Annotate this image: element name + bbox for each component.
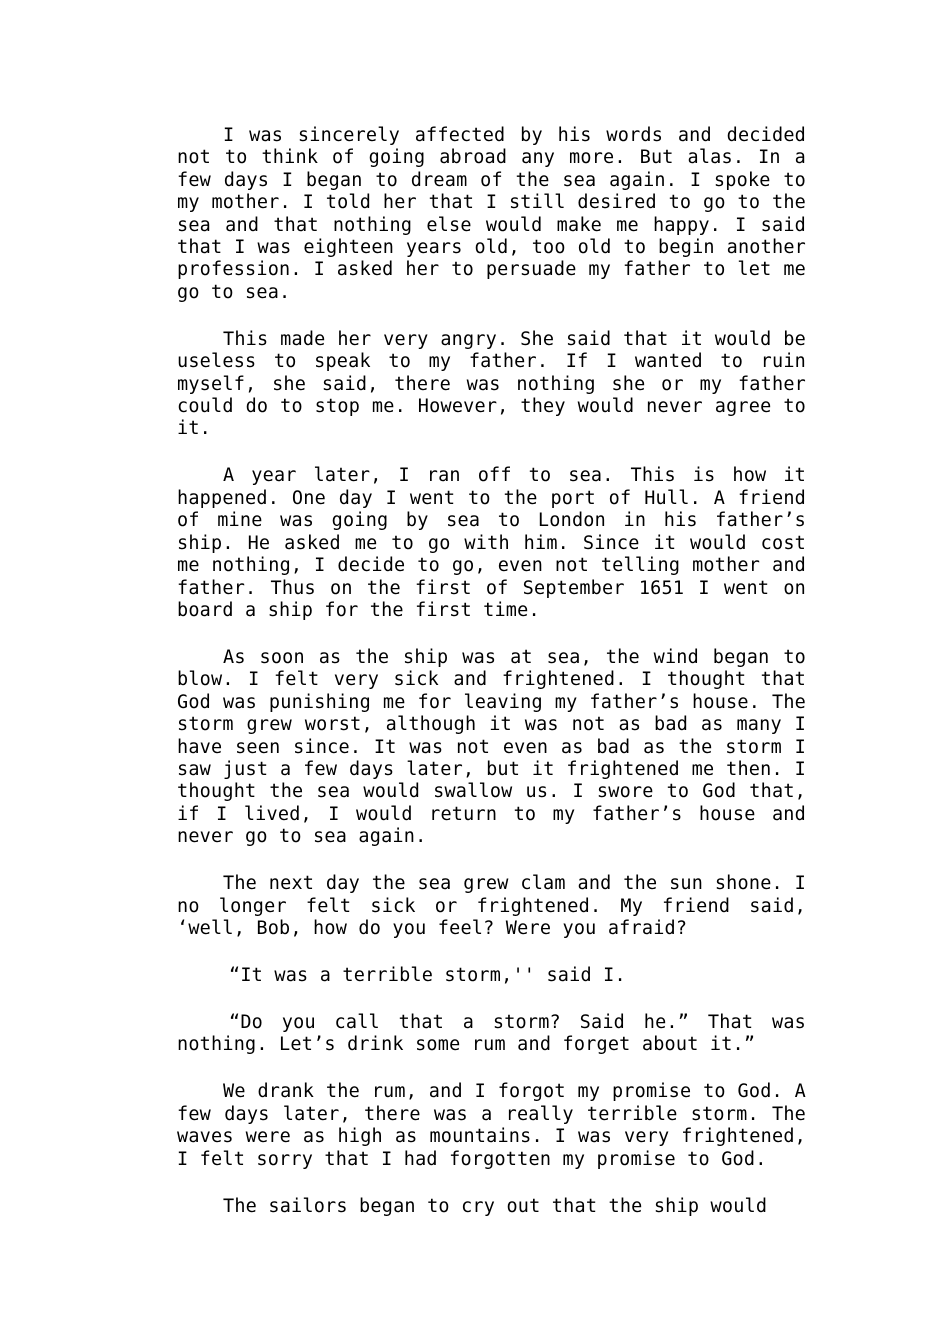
paragraph-5: The next day the sea grew clam and the sun shone. I no longer felt sick or frightened. My friend said, ‘well, Bob, how do you feel? Were you afraid? (177, 873, 806, 939)
paragraph-8: We drank the rum, and I forgot my promise to God. A few days later, there was a really terrible storm. The waves were as high as mountains. I was very frightened, I felt sorry that I had forgotten my promise to God. (177, 1081, 806, 1170)
paragraph-6: “It was a terrible storm,'' said I. (229, 964, 626, 986)
document-page (177, 125, 806, 1218)
paragraph-9: The sailors began to cry out that the ship would (223, 1195, 768, 1217)
paragraph-2: This made her very angry. She said that it would be useless to speak to my father. If I wanted to ruin myself, she said, there was nothing she or my father could do to stop me. However, they would never agree to it. (177, 328, 806, 440)
paragraph-4: As soon as the ship was at sea, the wind began to blow. I felt very sick and frightened. I thought that God was punishing me for leaving my father’s house. The storm grew worst, although it was not as bad as many I have seen since. It was not even as bad as the storm I saw just a few days later, but it frightened me then. I thought the sea would swallow us. I swore to God that, if I lived, I would return to my father’s house and never go to sea again. (177, 646, 806, 848)
paragraph-3: A year later, I ran off to sea. This is how it happened. One day I went to the port of Hull. A friend of mine was going by sea to London in his father’s ship. He asked me to go with him. Since it would cost me nothing, I decide to go, even not telling mother and father. Thus on the first of September 1651 I went on board a ship for the first time. (177, 465, 806, 621)
paragraph-7: “Do you call that a storm? Said he.” That was nothing. Let’s drink some rum and forget about it.” (177, 1011, 806, 1056)
paragraph-1: I was sincerely affected by his words and decided not to think of going abroad any more. But alas. In a few days I began to dream of the sea again. I spoke to my mother. I told her that I still desired to go to the sea and that nothing else would make me happy. I said that I was eighteen years old, too old to begin another profession. I asked her to persuade my father to let me go to sea. (177, 125, 806, 303)
